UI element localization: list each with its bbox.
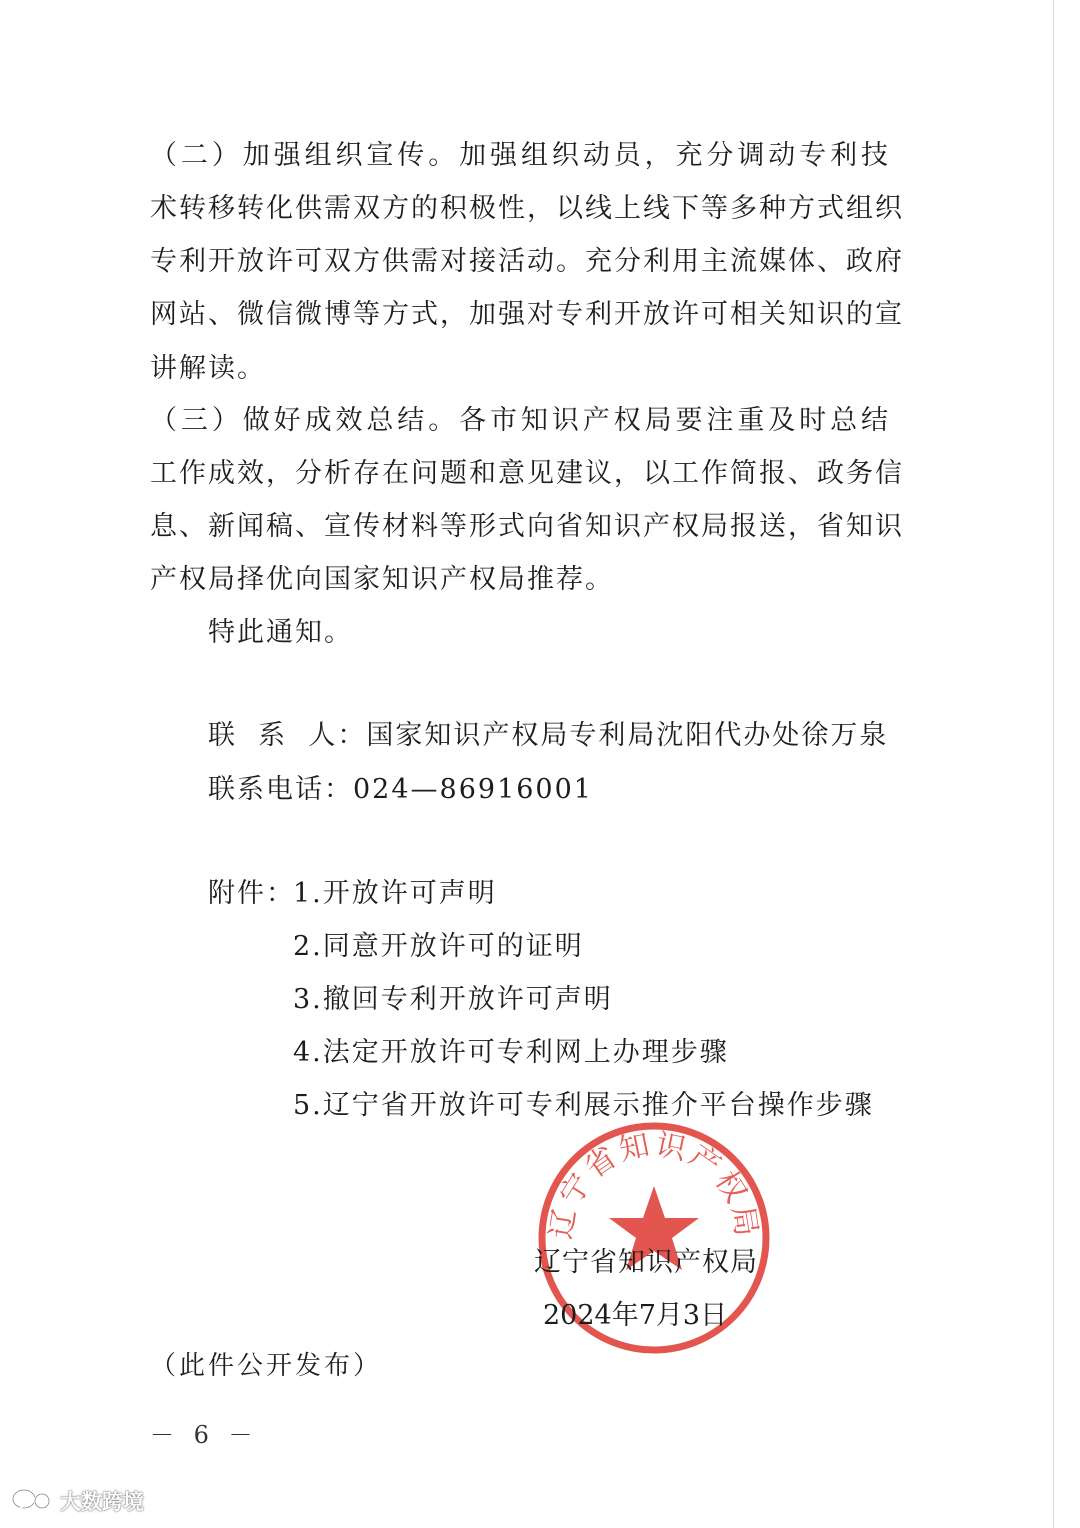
contact-phone: 联系电话：024—86916001 [208,774,593,805]
attachment-item-5: 5.辽宁省开放许可专利展示推介平台操作步骤 [293,1090,874,1121]
attachment-item-2: 2.同意开放许可的证明 [293,931,584,962]
paragraph-3-line-3: 息、新闻稿、宣传材料等形式向省知识产权局报送，省知识 [150,511,904,542]
attachments-label: 附件： [208,878,295,909]
paragraph-3-line-1: （三）做好成效总结。各市知识产权局要注重及时总结 [150,405,890,436]
attachment-item-3: 3.撤回专利开放许可声明 [293,984,613,1015]
paragraph-2-line-1: （二）加强组织宣传。加强组织动员，充分调动专利技 [150,140,890,171]
page-number: － 6 － [150,1421,259,1449]
attachment-item-1: 1.开放许可声明 [293,878,497,909]
watermark-text: 大数跨境 [60,1490,144,1514]
public-release-note: （此件公开发布） [150,1351,383,1381]
paragraph-2-line-5: 讲解读。 [150,353,266,384]
paragraph-2-line-4: 网站、微信微博等方式，加强对专利开放许可相关知识的宣 [150,299,904,330]
paragraph-2-line-2: 术转移转化供需双方的积极性，以线上线下等多种方式组织 [150,193,904,224]
signature-date: 2024年7月3日 [543,1300,728,1331]
attachment-item-4: 4.法定开放许可专利网上办理步骤 [293,1037,729,1068]
closing-text: 特此通知。 [208,617,353,648]
scan-edge-line [1053,0,1054,1528]
paragraph-3-line-4: 产权局择优向国家知识产权局推荐。 [150,564,614,595]
watermark [10,1484,144,1518]
paragraph-2-line-3: 专利开放许可双方供需对接活动。充分利用主流媒体、政府 [150,246,904,277]
contact-person: 联 系 人：国家知识产权局专利局沈阳代办处徐万泉 [208,720,889,751]
seal-text: 辽宁省知识产权局 [543,1127,765,1242]
signature-org: 辽宁省知识产权局 [534,1247,758,1278]
paragraph-3-line-2: 工作成效，分析存在问题和意见建议，以工作简报、政务信 [150,458,904,489]
speech-bubble-logo-icon [10,1486,54,1516]
